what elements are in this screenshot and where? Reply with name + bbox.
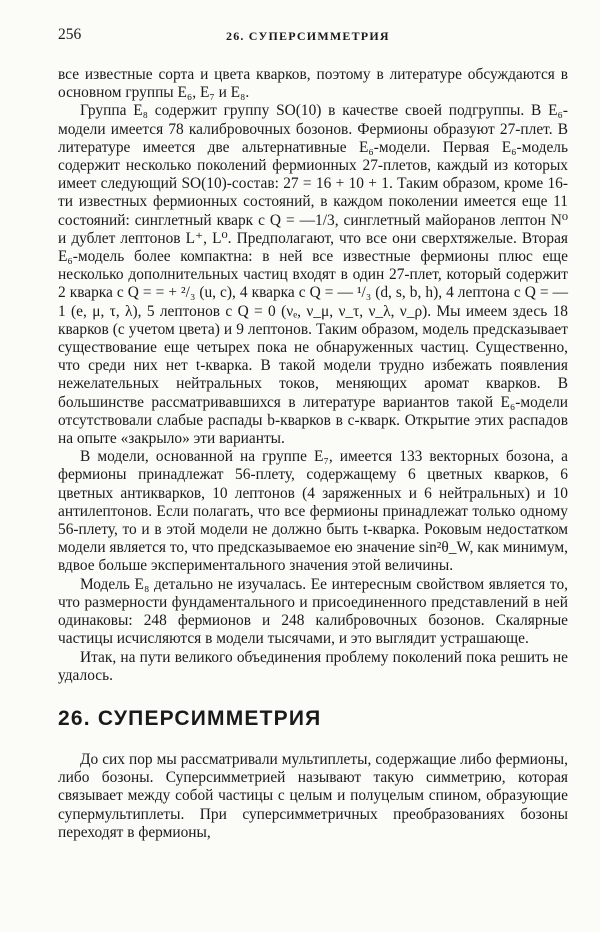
text-body [58,66,568,842]
running-head: 26. СУПЕРСИММЕТРИЯ [226,29,390,43]
page-number: 256 [58,26,82,43]
section-paragraph: До сих пор мы рассматривали мультиплеты, содержащие либо фермионы, либо бозоны. Суперсимметрией называют такую симметрию, которая связывает между собой частицы с целым и полуцелым спином, образующие супермультиплеты. При суперсимметричных преобразованиях бозоны переходят в фермионы, [58,750,568,841]
paragraph-5: Итак, на пути великого объединения проблему поколений пока решить не удалось. [58,648,568,684]
section-heading: 26. СУПЕРСИММЕТРИЯ [58,706,322,730]
page-header [58,26,568,46]
paragraph-2: Группа E₈ содержит группу SO(10) в качестве своей подгруппы. В E₆-модели имеется 78 калибровочных бозонов. Фермионы образуют 27-плет. В литературе имеется две альтернативные E₆-модели. Первая E₆-модель содержит несколько поколений фермионных 27-плетов, каждый из которых имеет следующий SO(10)-состав: 27 = 16 + 10 + 1. Таким образом, кроме 16-ти известных фермионных состояний, в каждом поколении имеется еще 11 состояний: синглетный кварк с Q = —1/3, синглетный майоранов лептон N⁰ и дублет лептонов L⁺, L⁰. Предполагают, что все они сверхтяжелые. Вторая E₆-модель более компактна: в ней все известные фермионы плюс еще несколько дополнительных частиц входят в один 27-плет, который содержит 2 кварка с Q = = + ²/₃ (u, c), 4 кварка с Q = — ¹/₃ (d, s, b, h), 4 лептона с Q = —1 (e, μ, τ, λ), 5 лептонов с Q = 0 (νₑ, ν_μ, ν_τ, ν_λ, ν_ρ). Мы имеем здесь 18 кварков (с учетом цвета) и 9 лептонов. Таким образом, модель предсказывает существование еще четырех пока не обнаруженных частиц. Существенно, что среди них нет t-кварка. В такой модели трудно избежать появления нежелательных нейтральных токов, меняющих аромат кварков. В большинстве рассматривавшихся в литературе вариантов такой E₆-модели отсутствовали слабые распады b-кварков в c-кварк. Открытие этих распадов на опыте «закрыло» эти варианты. [58,102,568,448]
paragraph-1: все известные сорта и цвета кварков, поэтому в литературе обсуждаются в основном группы E₆, E₇ и E₈. [58,66,568,102]
paragraph-4: Модель E₈ детально не изучалась. Ее интересным свойством является то, что размерности фундаментального и присоединенного представлений в ней одинаковы: 248 фермионов и 248 калибровочных бозонов. Скалярные частицы исчисляются в модели тысячами, и это выглядит устрашающе. [58,575,568,648]
paragraph-3: В модели, основанной на группе E₇, имеется 133 векторных бозона, а фермионы принадлежат 56-плету, содержащему 6 цветных кварков, 6 цветных антикварков, 10 лептонов (4 заряженных и 6 нейтральных) и 10 антилептонов. Если полагать, что все фермионы принадлежат только одному 56-плету, то и в этой модели не должно быть t-кварка. Роковым недостатком модели является то, что предсказываемое ею значение sin²θ_W, как минимум, вдвое больше экспериментального значения этой величины. [58,448,568,575]
